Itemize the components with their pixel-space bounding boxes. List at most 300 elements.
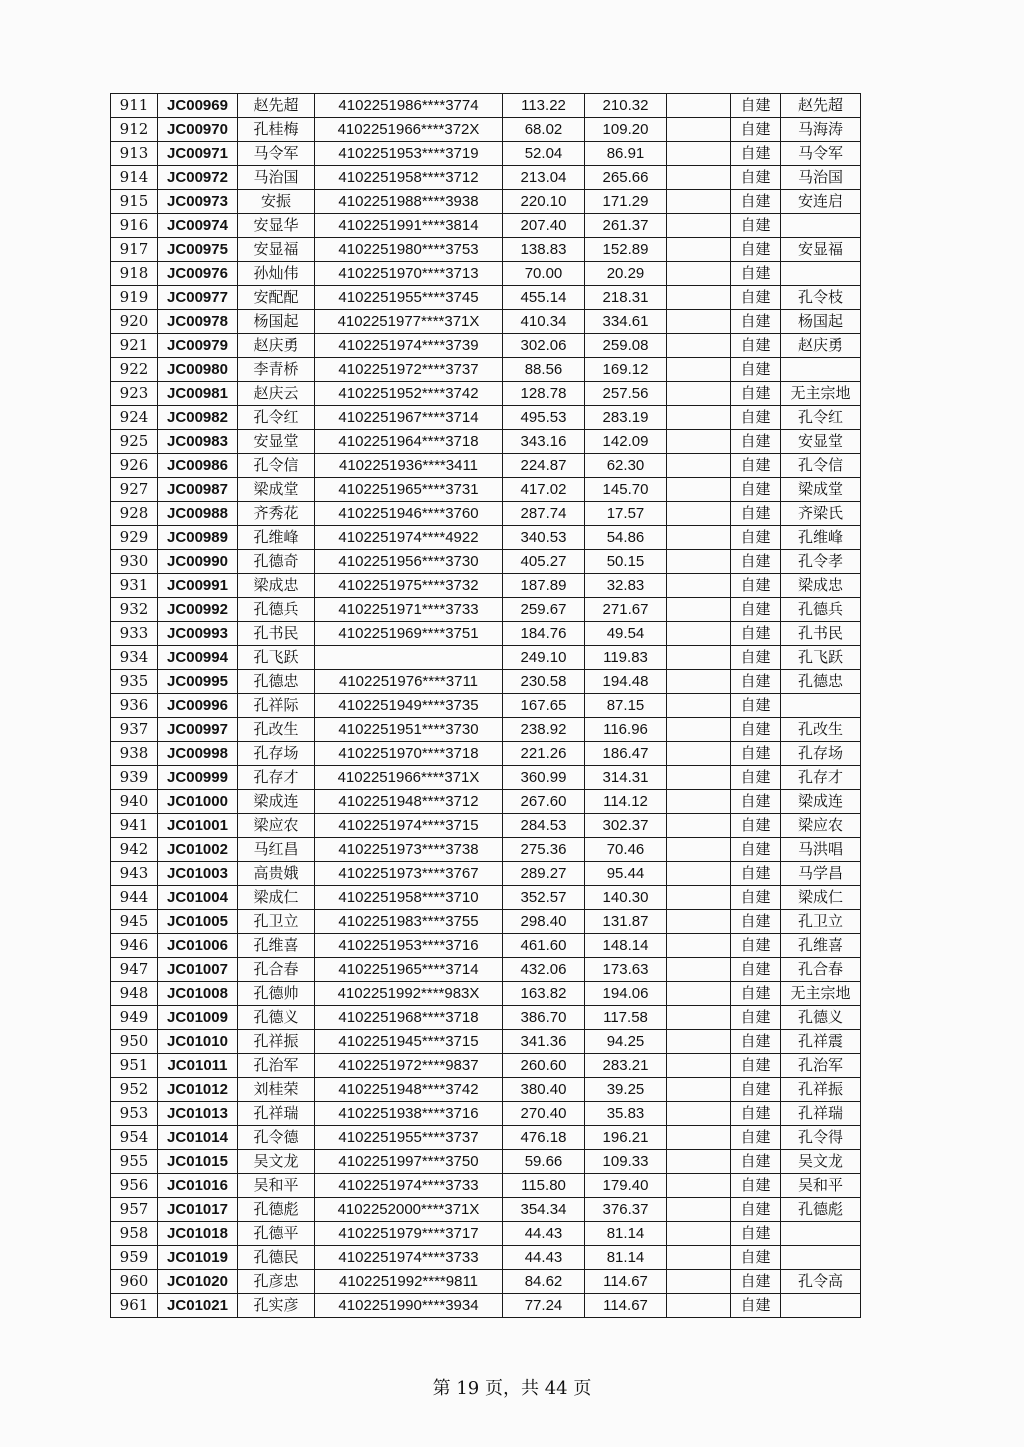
- area-value-1: 380.40: [503, 1078, 585, 1102]
- owner-name: 孔存场: [781, 742, 861, 766]
- parcel-code: JC00974: [158, 214, 238, 238]
- area-value-2: 302.37: [585, 814, 667, 838]
- area-value-1: 52.04: [503, 142, 585, 166]
- area-value-2: 186.47: [585, 742, 667, 766]
- id-number: 4102252000****371X: [315, 1198, 503, 1222]
- area-value-1: 77.24: [503, 1294, 585, 1318]
- owner-name: 孔令枝: [781, 286, 861, 310]
- build-type: 自建: [731, 166, 781, 190]
- area-value-2: 173.63: [585, 958, 667, 982]
- area-value-2: 283.21: [585, 1054, 667, 1078]
- blank-cell: [667, 1198, 731, 1222]
- id-number: 4102251967****3714: [315, 406, 503, 430]
- area-value-1: 352.57: [503, 886, 585, 910]
- build-type: 自建: [731, 1078, 781, 1102]
- id-number: 4102251973****3767: [315, 862, 503, 886]
- area-value-1: 249.10: [503, 646, 585, 670]
- blank-cell: [667, 166, 731, 190]
- parcel-code: JC00972: [158, 166, 238, 190]
- blank-cell: [667, 934, 731, 958]
- table-row: [111, 238, 861, 262]
- table-row: [111, 1294, 861, 1318]
- row-number: 948: [111, 982, 158, 1006]
- build-type: 自建: [731, 1030, 781, 1054]
- build-type: 自建: [731, 622, 781, 646]
- area-value-1: 287.74: [503, 502, 585, 526]
- build-type: 自建: [731, 838, 781, 862]
- parcel-code: JC01003: [158, 862, 238, 886]
- blank-cell: [667, 262, 731, 286]
- row-number: 917: [111, 238, 158, 262]
- blank-cell: [667, 526, 731, 550]
- parcel-code: JC01005: [158, 910, 238, 934]
- holder-name: 安显福: [238, 238, 315, 262]
- holder-name: 安配配: [238, 286, 315, 310]
- id-number: 4102251972****9837: [315, 1054, 503, 1078]
- id-number: 4102251948****3712: [315, 790, 503, 814]
- owner-name: 梁成仁: [781, 886, 861, 910]
- parcel-code: JC00973: [158, 190, 238, 214]
- area-value-1: 289.27: [503, 862, 585, 886]
- id-number: 4102251946****3760: [315, 502, 503, 526]
- build-type: 自建: [731, 1150, 781, 1174]
- parcel-code: JC00970: [158, 118, 238, 142]
- area-value-1: 386.70: [503, 1006, 585, 1030]
- footer-middle: 页，共: [485, 1378, 539, 1399]
- table-row: [111, 598, 861, 622]
- owner-name: 孔治军: [781, 1054, 861, 1078]
- build-type: 自建: [731, 454, 781, 478]
- build-type: 自建: [731, 406, 781, 430]
- id-number: 4102251974****3739: [315, 334, 503, 358]
- table-row: [111, 1198, 861, 1222]
- area-value-1: 221.26: [503, 742, 585, 766]
- id-number: 4102251976****3711: [315, 670, 503, 694]
- owner-name: 无主宗地: [781, 982, 861, 1006]
- id-number: 4102251949****3735: [315, 694, 503, 718]
- id-number: 4102251958****3710: [315, 886, 503, 910]
- parcel-code: JC00977: [158, 286, 238, 310]
- area-value-1: 432.06: [503, 958, 585, 982]
- blank-cell: [667, 838, 731, 862]
- id-number: [315, 646, 503, 670]
- table-row: [111, 454, 861, 478]
- blank-cell: [667, 1054, 731, 1078]
- build-type: 自建: [731, 814, 781, 838]
- area-value-1: 59.66: [503, 1150, 585, 1174]
- table-row: [111, 934, 861, 958]
- area-value-2: 114.12: [585, 790, 667, 814]
- holder-name: 孙灿伟: [238, 262, 315, 286]
- area-value-2: 32.83: [585, 574, 667, 598]
- build-type: 自建: [731, 262, 781, 286]
- build-type: 自建: [731, 1006, 781, 1030]
- blank-cell: [667, 574, 731, 598]
- row-number: 937: [111, 718, 158, 742]
- area-value-2: 171.29: [585, 190, 667, 214]
- footer-prefix: 第: [432, 1378, 451, 1399]
- blank-cell: [667, 118, 731, 142]
- row-number: 911: [111, 94, 158, 118]
- area-value-2: 39.25: [585, 1078, 667, 1102]
- table-row: [111, 1222, 861, 1246]
- row-number: 926: [111, 454, 158, 478]
- parcel-code: JC01012: [158, 1078, 238, 1102]
- row-number: 938: [111, 742, 158, 766]
- owner-name: 孔卫立: [781, 910, 861, 934]
- id-number: 4102251953****3719: [315, 142, 503, 166]
- row-number: 932: [111, 598, 158, 622]
- blank-cell: [667, 502, 731, 526]
- blank-cell: [667, 598, 731, 622]
- build-type: 自建: [731, 1102, 781, 1126]
- id-number: 4102251977****371X: [315, 310, 503, 334]
- row-number: 916: [111, 214, 158, 238]
- area-value-2: 314.31: [585, 766, 667, 790]
- blank-cell: [667, 814, 731, 838]
- owner-name: 孔祥震: [781, 1030, 861, 1054]
- row-number: 915: [111, 190, 158, 214]
- blank-cell: [667, 646, 731, 670]
- area-value-2: 257.56: [585, 382, 667, 406]
- blank-cell: [667, 406, 731, 430]
- holder-name: 马红昌: [238, 838, 315, 862]
- parcel-code: JC01011: [158, 1054, 238, 1078]
- row-number: 913: [111, 142, 158, 166]
- id-number: 4102251991****3814: [315, 214, 503, 238]
- holder-name: 孔德奇: [238, 550, 315, 574]
- build-type: 自建: [731, 1126, 781, 1150]
- holder-name: 孔存场: [238, 742, 315, 766]
- parcel-code: JC00986: [158, 454, 238, 478]
- blank-cell: [667, 1006, 731, 1030]
- build-type: 自建: [731, 1222, 781, 1246]
- id-number: 4102251980****3753: [315, 238, 503, 262]
- table-row: [111, 1126, 861, 1150]
- row-number: 927: [111, 478, 158, 502]
- row-number: 946: [111, 934, 158, 958]
- area-value-2: 194.48: [585, 670, 667, 694]
- holder-name: 吴文龙: [238, 1150, 315, 1174]
- blank-cell: [667, 670, 731, 694]
- owner-name: 无主宗地: [781, 382, 861, 406]
- row-number: 956: [111, 1174, 158, 1198]
- blank-cell: [667, 910, 731, 934]
- build-type: 自建: [731, 214, 781, 238]
- blank-cell: [667, 1102, 731, 1126]
- holder-name: 安显堂: [238, 430, 315, 454]
- parcel-code: JC01002: [158, 838, 238, 862]
- holder-name: 赵庆勇: [238, 334, 315, 358]
- parcel-code: JC01013: [158, 1102, 238, 1126]
- area-value-2: 271.67: [585, 598, 667, 622]
- area-value-1: 184.76: [503, 622, 585, 646]
- area-value-1: 354.34: [503, 1198, 585, 1222]
- id-number: 4102251971****3733: [315, 598, 503, 622]
- id-number: 4102251973****3738: [315, 838, 503, 862]
- owner-name: 孔令高: [781, 1270, 861, 1294]
- blank-cell: [667, 862, 731, 886]
- id-number: 4102251966****372X: [315, 118, 503, 142]
- blank-cell: [667, 1294, 731, 1318]
- area-value-1: 343.16: [503, 430, 585, 454]
- holder-name: 孔彦忠: [238, 1270, 315, 1294]
- row-number: 918: [111, 262, 158, 286]
- blank-cell: [667, 286, 731, 310]
- parcel-code: JC01015: [158, 1150, 238, 1174]
- build-type: 自建: [731, 1294, 781, 1318]
- holder-name: 马令军: [238, 142, 315, 166]
- holder-name: 孔祥振: [238, 1030, 315, 1054]
- id-number: 4102251938****3716: [315, 1102, 503, 1126]
- blank-cell: [667, 358, 731, 382]
- holder-name: 孔合春: [238, 958, 315, 982]
- area-value-1: 410.34: [503, 310, 585, 334]
- build-type: 自建: [731, 238, 781, 262]
- build-type: 自建: [731, 382, 781, 406]
- id-number: 4102251983****3755: [315, 910, 503, 934]
- build-type: 自建: [731, 862, 781, 886]
- id-number: 4102251953****3716: [315, 934, 503, 958]
- id-number: 4102251965****3731: [315, 478, 503, 502]
- area-value-1: 163.82: [503, 982, 585, 1006]
- owner-name: [781, 214, 861, 238]
- blank-cell: [667, 1270, 731, 1294]
- owner-name: 孔飞跃: [781, 646, 861, 670]
- parcel-code: JC00971: [158, 142, 238, 166]
- holder-name: 孔书民: [238, 622, 315, 646]
- blank-cell: [667, 478, 731, 502]
- area-value-2: 140.30: [585, 886, 667, 910]
- parcel-code: JC00975: [158, 238, 238, 262]
- build-type: 自建: [731, 430, 781, 454]
- table-row: [111, 478, 861, 502]
- footer-suffix: 页: [573, 1378, 592, 1399]
- parcel-code: JC01020: [158, 1270, 238, 1294]
- row-number: 930: [111, 550, 158, 574]
- id-number: 4102251951****3730: [315, 718, 503, 742]
- blank-cell: [667, 742, 731, 766]
- holder-name: 孔实彦: [238, 1294, 315, 1318]
- table-row: [111, 142, 861, 166]
- holder-name: 马治国: [238, 166, 315, 190]
- owner-name: 孔德忠: [781, 670, 861, 694]
- parcel-code: JC00981: [158, 382, 238, 406]
- row-number: 940: [111, 790, 158, 814]
- id-number: 4102251974****4922: [315, 526, 503, 550]
- row-number: 943: [111, 862, 158, 886]
- owner-name: 梁成连: [781, 790, 861, 814]
- build-type: 自建: [731, 574, 781, 598]
- build-type: 自建: [731, 742, 781, 766]
- area-value-2: 70.46: [585, 838, 667, 862]
- area-value-1: 259.67: [503, 598, 585, 622]
- holder-name: 孔令红: [238, 406, 315, 430]
- area-value-1: 298.40: [503, 910, 585, 934]
- table-row: [111, 190, 861, 214]
- table-row: [111, 958, 861, 982]
- table-row: [111, 118, 861, 142]
- owner-name: [781, 358, 861, 382]
- table-row: [111, 550, 861, 574]
- owner-name: 孔令红: [781, 406, 861, 430]
- row-number: 942: [111, 838, 158, 862]
- table-row: [111, 766, 861, 790]
- parcel-code: JC00993: [158, 622, 238, 646]
- table-row: [111, 430, 861, 454]
- table-row: [111, 742, 861, 766]
- parcel-code: JC01021: [158, 1294, 238, 1318]
- holder-name: 梁成仁: [238, 886, 315, 910]
- parcel-code: JC01009: [158, 1006, 238, 1030]
- blank-cell: [667, 766, 731, 790]
- row-number: 931: [111, 574, 158, 598]
- table-row: [111, 910, 861, 934]
- table-row: [111, 1270, 861, 1294]
- area-value-2: 145.70: [585, 478, 667, 502]
- table-row: [111, 1150, 861, 1174]
- area-value-1: 84.62: [503, 1270, 585, 1294]
- owner-name: 孔书民: [781, 622, 861, 646]
- row-number: 954: [111, 1126, 158, 1150]
- owner-name: 吴和平: [781, 1174, 861, 1198]
- id-number: 4102251974****3715: [315, 814, 503, 838]
- parcel-code: JC01006: [158, 934, 238, 958]
- area-value-2: 218.31: [585, 286, 667, 310]
- table-row: [111, 310, 861, 334]
- table-row: [111, 382, 861, 406]
- owner-name: 齐梁氏: [781, 502, 861, 526]
- owner-name: 孔祥瑞: [781, 1102, 861, 1126]
- area-value-1: 115.80: [503, 1174, 585, 1198]
- area-value-2: 265.66: [585, 166, 667, 190]
- row-number: 935: [111, 670, 158, 694]
- area-value-2: 62.30: [585, 454, 667, 478]
- parcel-code: JC01001: [158, 814, 238, 838]
- row-number: 952: [111, 1078, 158, 1102]
- blank-cell: [667, 214, 731, 238]
- area-value-2: 49.54: [585, 622, 667, 646]
- area-value-1: 207.40: [503, 214, 585, 238]
- holder-name: 赵先超: [238, 94, 315, 118]
- table-row: [111, 502, 861, 526]
- owner-name: 孔德义: [781, 1006, 861, 1030]
- table-row: [111, 1078, 861, 1102]
- id-number: 4102251974****3733: [315, 1174, 503, 1198]
- build-type: 自建: [731, 1054, 781, 1078]
- owner-name: [781, 1246, 861, 1270]
- area-value-2: 148.14: [585, 934, 667, 958]
- row-number: 925: [111, 430, 158, 454]
- id-number: 4102251936****3411: [315, 454, 503, 478]
- row-number: 929: [111, 526, 158, 550]
- id-number: 4102251992****9811: [315, 1270, 503, 1294]
- area-value-1: 44.43: [503, 1246, 585, 1270]
- area-value-2: 376.37: [585, 1198, 667, 1222]
- blank-cell: [667, 1126, 731, 1150]
- area-value-1: 70.00: [503, 262, 585, 286]
- build-type: 自建: [731, 958, 781, 982]
- holder-name: 梁成堂: [238, 478, 315, 502]
- owner-name: 梁成忠: [781, 574, 861, 598]
- footer-total-pages: 44: [544, 1378, 568, 1399]
- table-row: [111, 1246, 861, 1270]
- owner-name: 孔祥振: [781, 1078, 861, 1102]
- parcel-code: JC00978: [158, 310, 238, 334]
- id-number: 4102251969****3751: [315, 622, 503, 646]
- blank-cell: [667, 790, 731, 814]
- owner-name: 马学昌: [781, 862, 861, 886]
- blank-cell: [667, 982, 731, 1006]
- blank-cell: [667, 1246, 731, 1270]
- page-footer: [0, 1374, 1024, 1400]
- owner-name: 孔维喜: [781, 934, 861, 958]
- owner-name: 杨国起: [781, 310, 861, 334]
- row-number: 953: [111, 1102, 158, 1126]
- build-type: 自建: [731, 1198, 781, 1222]
- table-row: [111, 1102, 861, 1126]
- row-number: 945: [111, 910, 158, 934]
- blank-cell: [667, 958, 731, 982]
- area-value-2: 194.06: [585, 982, 667, 1006]
- area-value-2: 86.91: [585, 142, 667, 166]
- area-value-1: 495.53: [503, 406, 585, 430]
- holder-name: 孔祥际: [238, 694, 315, 718]
- row-number: 957: [111, 1198, 158, 1222]
- area-value-1: 113.22: [503, 94, 585, 118]
- owner-name: 马治国: [781, 166, 861, 190]
- id-number: 4102251955****3737: [315, 1126, 503, 1150]
- holder-name: 孔维喜: [238, 934, 315, 958]
- table-row: [111, 646, 861, 670]
- build-type: 自建: [731, 934, 781, 958]
- blank-cell: [667, 886, 731, 910]
- area-value-2: 196.21: [585, 1126, 667, 1150]
- id-number: 4102251972****3737: [315, 358, 503, 382]
- table-row: [111, 838, 861, 862]
- owner-name: 吴文龙: [781, 1150, 861, 1174]
- owner-name: 孔德兵: [781, 598, 861, 622]
- row-number: 920: [111, 310, 158, 334]
- table-row: [111, 718, 861, 742]
- area-value-1: 302.06: [503, 334, 585, 358]
- row-number: 955: [111, 1150, 158, 1174]
- id-number: 4102251970****3713: [315, 262, 503, 286]
- holder-name: 梁成连: [238, 790, 315, 814]
- id-number: 4102251965****3714: [315, 958, 503, 982]
- area-value-1: 405.27: [503, 550, 585, 574]
- owner-name: 孔存才: [781, 766, 861, 790]
- owner-name: 赵先超: [781, 94, 861, 118]
- area-value-2: 81.14: [585, 1222, 667, 1246]
- area-value-1: 455.14: [503, 286, 585, 310]
- area-value-2: 109.33: [585, 1150, 667, 1174]
- area-value-1: 187.89: [503, 574, 585, 598]
- row-number: 923: [111, 382, 158, 406]
- blank-cell: [667, 430, 731, 454]
- area-value-2: 81.14: [585, 1246, 667, 1270]
- parcel-code: JC00982: [158, 406, 238, 430]
- id-number: 4102251958****3712: [315, 166, 503, 190]
- owner-name: 孔合春: [781, 958, 861, 982]
- area-value-1: 267.60: [503, 790, 585, 814]
- owner-name: 马海涛: [781, 118, 861, 142]
- row-number: 936: [111, 694, 158, 718]
- holder-name: 孔祥瑞: [238, 1102, 315, 1126]
- row-number: 934: [111, 646, 158, 670]
- owner-name: 梁成堂: [781, 478, 861, 502]
- row-number: 961: [111, 1294, 158, 1318]
